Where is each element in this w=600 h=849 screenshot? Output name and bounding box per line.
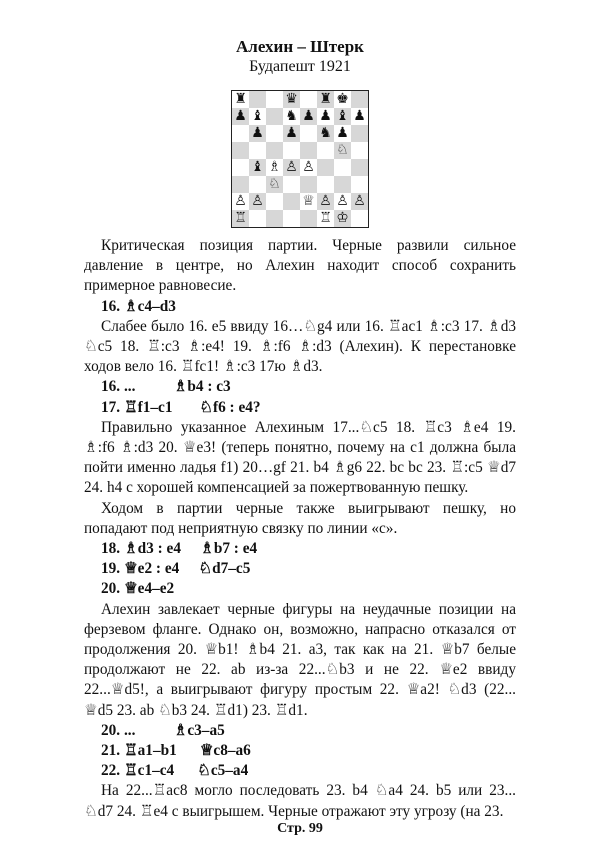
board-square — [283, 193, 300, 210]
commentary-paragraph: Слабее было 16. e5 ввиду 16…♘g4 или 16. ♖ac1 ♗:c3 17. ♗d3 ♘c5 18. ♖:c3 ♗:e4! 19. ♗:f6 ♗:d3 (Алехин). К перестановке ходов вело 16. ♖fc1! ♗:c3 17ю ♗d3. — [84, 317, 516, 376]
commentary-paragraph: Правильно указанное Алехиным 17...♘c5 18. ♖c3 ♗e4 19. ♗:f6 ♗:d3 20. ♕e3! (теперь понятно, почему на c1 должна была пойти именно ладья f1) 20…gf 21. b4 ♗g6 22. bc bc 23. ♖:c5 ♕d7 24. h4 с хорошей компенсацией за пожертвованную пешку. — [84, 418, 516, 497]
move-line: 20. ♕e4–e2 — [101, 580, 175, 598]
board-square: ♙ — [334, 193, 351, 210]
commentary-text — [84, 236, 516, 822]
board-square: ♞ — [317, 125, 334, 142]
board-square — [249, 142, 266, 159]
board-square — [300, 125, 317, 142]
game-event: Будапешт 1921 — [249, 58, 351, 75]
board-square — [317, 159, 334, 176]
board-square: ♙ — [300, 159, 317, 176]
board-square — [266, 125, 283, 142]
move-line: 19. ♕e2 : e4 ♘d7–c5 — [101, 560, 251, 578]
chess-diagram — [231, 90, 369, 228]
board-square: ♘ — [266, 176, 283, 193]
move-line: 22. ♖c1–c4 ♘c5–a4 — [101, 762, 249, 780]
board-square: ♝ — [249, 108, 266, 125]
board-square — [334, 176, 351, 193]
board-square: ♛ — [283, 91, 300, 108]
commentary-paragraph: Ходом в партии черные также выигрывают пешку, но попадают под неприятную связку по линии «c». — [84, 499, 516, 537]
move-line: 16. ♗c4–d3 — [101, 297, 176, 315]
commentary-paragraph: Критическая позиция партии. Черные развили сильное давление в центре, но Алехин находит способ сохранить примерное равновесие. — [84, 237, 516, 295]
board-square — [300, 210, 317, 227]
board-square: ♘ — [334, 142, 351, 159]
board-square — [266, 210, 283, 227]
board-square: ♙ — [232, 193, 249, 210]
board-square: ♝ — [334, 108, 351, 125]
board-square: ♗ — [266, 159, 283, 176]
board-square: ♙ — [317, 193, 334, 210]
board-square: ♝ — [249, 159, 266, 176]
board-square — [249, 210, 266, 227]
board-square: ♙ — [283, 159, 300, 176]
board-square: ♙ — [249, 193, 266, 210]
move-line: 17. ♖f1–c1 ♘f6 : e4? — [101, 398, 261, 416]
board-square — [317, 176, 334, 193]
board-square: ♖ — [232, 210, 249, 227]
board-square — [232, 125, 249, 142]
board-square: ♟ — [351, 108, 368, 125]
game-title: Алехин – Штерк — [236, 37, 364, 56]
board-square — [283, 210, 300, 227]
board-square — [249, 176, 266, 193]
board-square: ♕ — [300, 193, 317, 210]
board-square — [283, 142, 300, 159]
board-square — [266, 91, 283, 108]
board-square — [283, 176, 300, 193]
board-square — [300, 176, 317, 193]
move-line: 18. ♗d3 : e4 ♗b7 : e4 — [101, 540, 258, 558]
board-square — [351, 125, 368, 142]
board-square — [266, 193, 283, 210]
board-square: ♙ — [351, 193, 368, 210]
commentary-paragraph: На 22...♖ac8 могло последовать 23. b4 ♘a4 24. b5 или 23... ♘d7 24. ♖e4 с выигрышем. Черные отражают эту угрозу (на 23. — [84, 782, 516, 820]
board-square — [232, 142, 249, 159]
board-square — [351, 91, 368, 108]
board-square: ♟ — [283, 125, 300, 142]
commentary-paragraph: Алехин завлекает черные фигуры на неудачные позиции на ферзевом фланге. Однако он, возможно, напрасно отказался от продолжения 20. ♕b1! ♗b4 21. a3, так как на 21. ♕b7 белые продолжают не 22. ab из-за 22...♘b3 и не 22. ♕e2 ввиду 22...♕d5!, а выигрывают фигуру простым 22. ♕a2! ♘d3 (22... ♕d5 23. ab ♘b3 24. ♖d1) 23. ♖d1. — [84, 600, 516, 719]
board-square — [249, 91, 266, 108]
board-square: ♔ — [334, 210, 351, 227]
board-square — [351, 159, 368, 176]
board-square: ♚ — [334, 91, 351, 108]
board-square: ♞ — [283, 108, 300, 125]
board-square — [351, 210, 368, 227]
board-square: ♟ — [232, 108, 249, 125]
board-square: ♟ — [300, 108, 317, 125]
board-square: ♟ — [334, 125, 351, 142]
board-square: ♜ — [317, 91, 334, 108]
board-square — [232, 176, 249, 193]
board-square: ♖ — [317, 210, 334, 227]
board-square — [351, 176, 368, 193]
board-square: ♟ — [249, 125, 266, 142]
board-square — [334, 159, 351, 176]
board-square — [317, 142, 334, 159]
page-number: Стр. 99 — [277, 821, 323, 836]
move-line: 20. ... ♗c3–a5 — [101, 721, 225, 739]
board-square: ♟ — [317, 108, 334, 125]
board-square — [266, 142, 283, 159]
board-square: ♜ — [232, 91, 249, 108]
move-line: 16. ... ♗b4 : c3 — [101, 378, 231, 396]
board-square — [232, 159, 249, 176]
board-square — [300, 142, 317, 159]
board-square — [266, 108, 283, 125]
board-square — [351, 142, 368, 159]
board-square — [300, 91, 317, 108]
move-line: 21. ♖a1–b1 ♕c8–a6 — [101, 742, 251, 760]
